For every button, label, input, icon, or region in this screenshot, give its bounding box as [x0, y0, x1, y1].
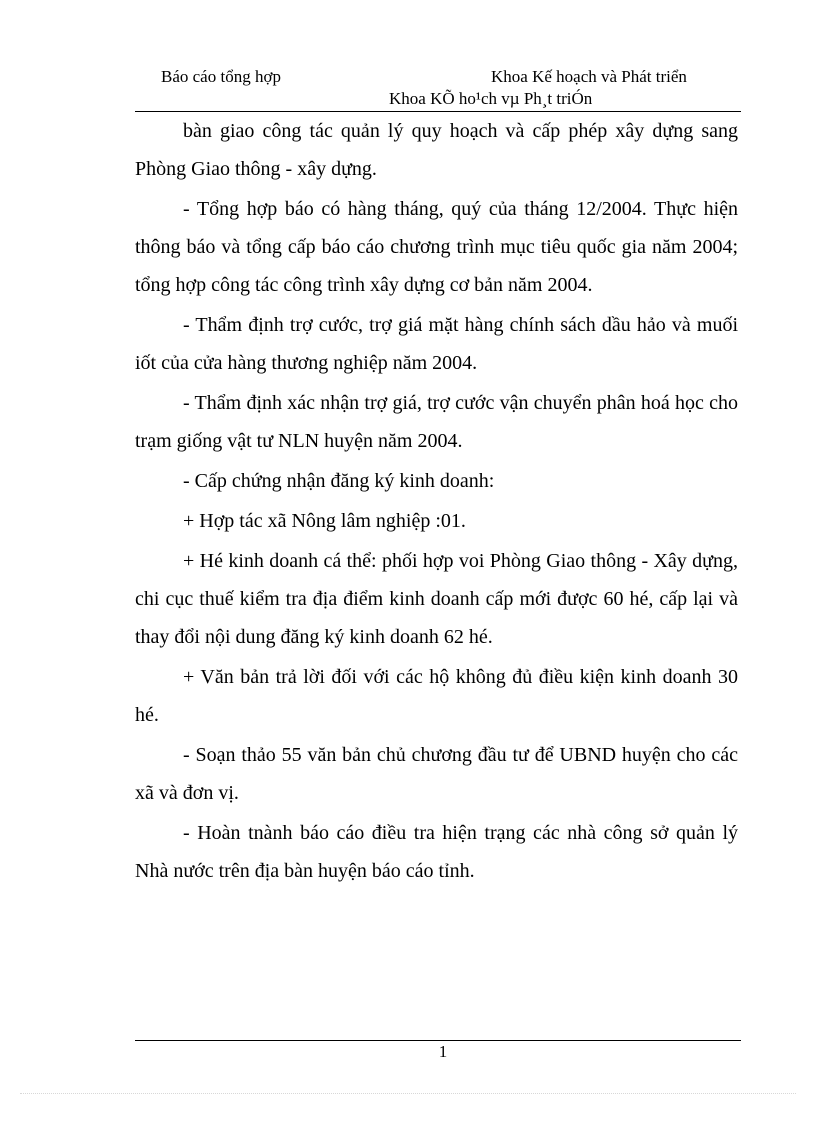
paragraph-3: - Thẩm định trợ cước, trợ giá mặt hàng chính sách dầu hảo và muối iốt của cửa hàng thương nghiệp năm 2004.: [135, 314, 738, 374]
page-number: 1: [438, 1042, 448, 1061]
footer-rule: [135, 1040, 741, 1041]
header-faculty-name-legacy-encoding: Khoa KÕ ho¹ch vµ Ph¸t triÓn: [389, 89, 593, 108]
header-report-title: Báo cáo tổng hợp: [161, 67, 281, 86]
paragraph-6: + Hợp tác xã Nông lâm nghiệp :01.: [183, 510, 466, 532]
paragraph-2: - Tổng hợp báo có hàng tháng, quý của tháng 12/2004. Thực hiện thông báo và tổng cấp báo cáo chương trình mục tiêu quốc gia năm 2004; tổng hợp công tác công trình xây dựng cơ bản năm 2004.: [135, 198, 738, 296]
paragraph-7: + Hé kinh doanh cá thể: phối hợp voi Phòng Giao thông - Xây dựng, chi cục thuế kiểm tra địa điểm kinh doanh cấp mới được 60 hé, cấp lại và thay đổi nội dung đăng ký kinh doanh 62 hé.: [135, 550, 738, 648]
paragraph-1: bàn giao công tác quản lý quy hoạch và cấp phép xây dựng sang Phòng Giao thông - xây dựng.: [135, 120, 738, 180]
paragraph-9: - Soạn thảo 55 văn bản chủ chương đầu tư để UBND huyện cho các xã và đơn vị.: [135, 744, 738, 804]
paragraph-4: - Thẩm định xác nhận trợ giá, trợ cước vận chuyển phân hoá học cho trạm giống vật tư NLN huyện năm 2004.: [135, 392, 738, 452]
header-faculty-name: Khoa Kế hoạch và Phát triển: [491, 67, 687, 86]
paragraph-5: - Cấp chứng nhận đăng ký kinh doanh:: [183, 470, 495, 492]
paragraph-10: - Hoàn tnành báo cáo điều tra hiện trạng các nhà công sở quản lý Nhà nước trên địa bàn huyện báo cáo tỉnh.: [135, 822, 738, 882]
document-body: [135, 112, 738, 892]
page-bottom-edge: [20, 1093, 796, 1094]
paragraph-8: + Văn bản trả lời đối với các hộ không đủ điều kiện kinh doanh 30 hé.: [135, 666, 738, 726]
